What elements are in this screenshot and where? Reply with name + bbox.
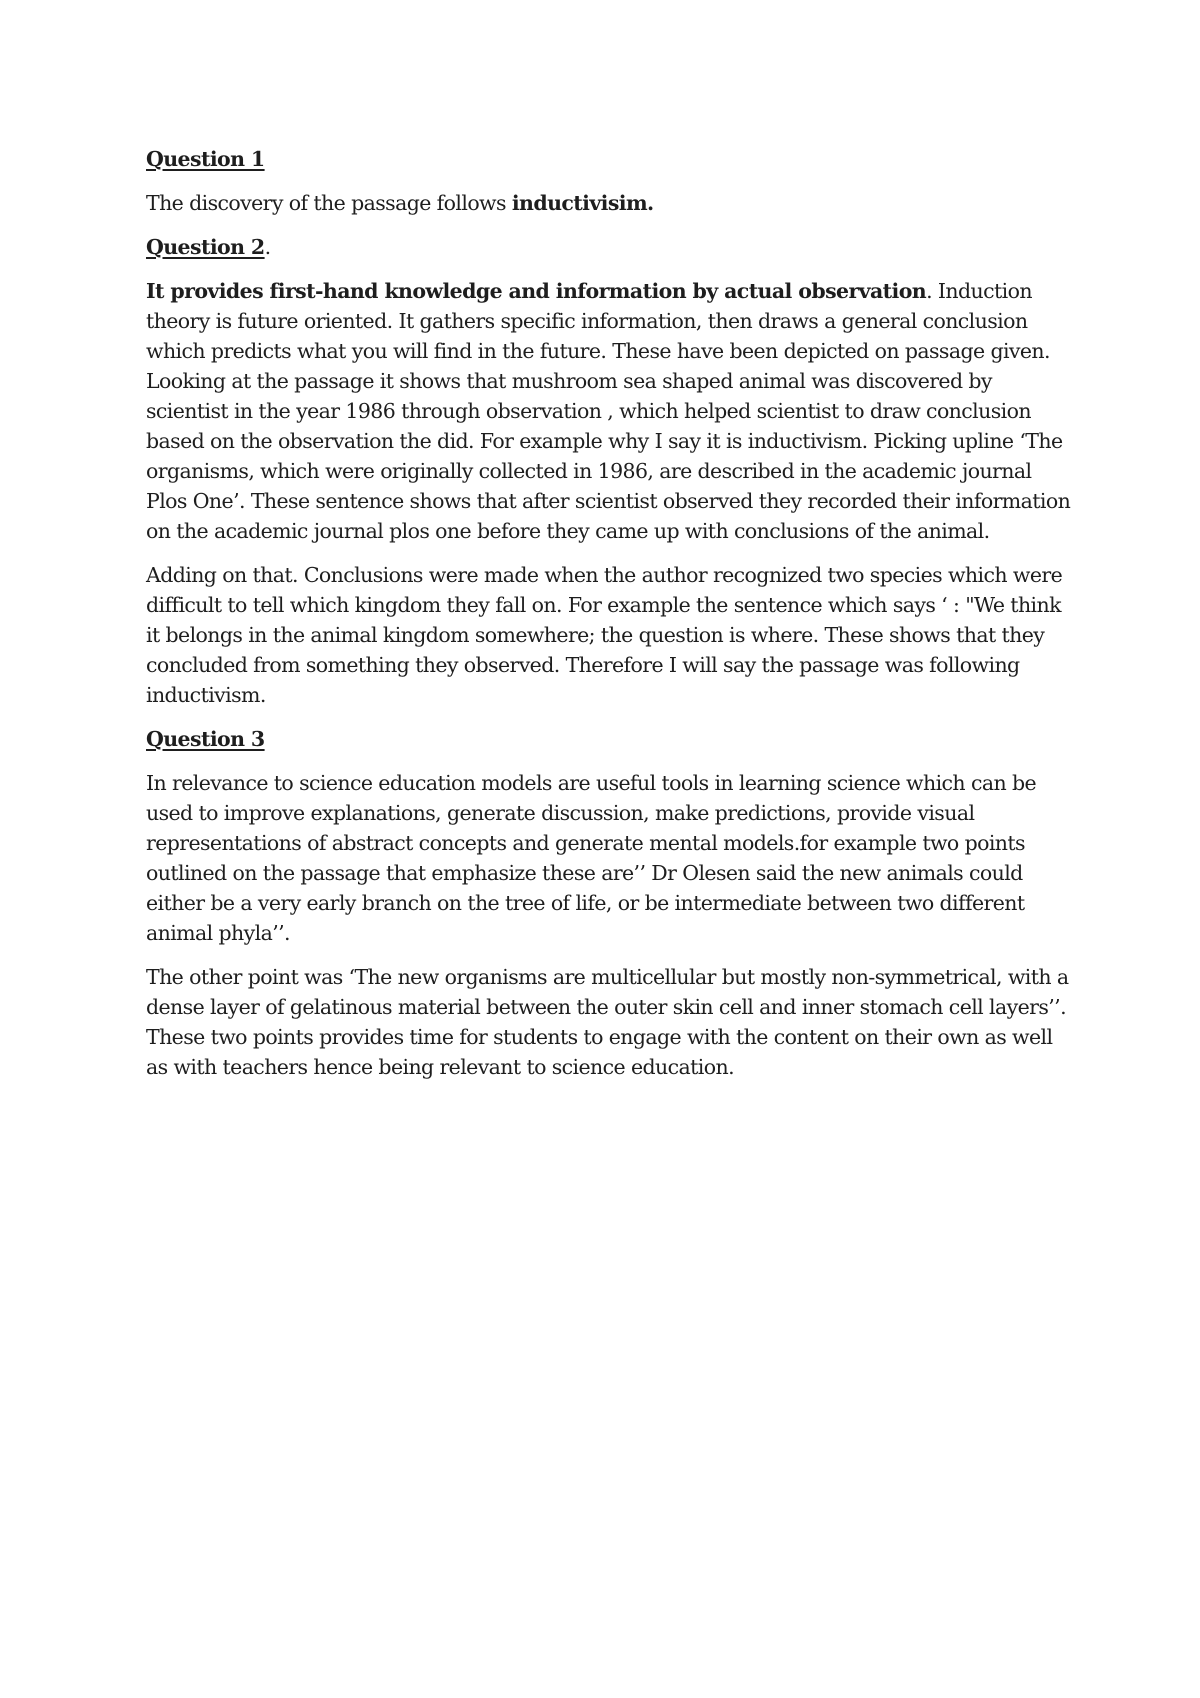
question-1-answer-keyword: inductivisim. [511,191,654,215]
question-2-heading-line [146,232,1076,262]
question-2-paragraph-2: Adding on that. Conclusions were made when the author recognized two species which were difficult to tell which kingdom they fall on. For example the sentence which says ‘ : "We think it belongs in the animal kingdom somewhere; the question is where. These shows that they concluded from something they observed. Therefore I will say the passage was following inductivism. [146,563,1063,707]
question-3-paragraph-1: In relevance to science education models are useful tools in learning science which can be used to improve explanations, generate discussion, make predictions, provide visual representations of abstract concepts and generate mental models.for example two points outlined on the passage that emphasize these are’’ Dr Olesen said the new animals could either be a very early branch on the tree of life, or be intermediate between two different animal phyla’’. [146,771,1037,945]
question-2-paragraph-1-lead: It provides first-hand knowledge and information by actual observation [146,279,927,303]
question-2-paragraph-1 [146,276,1076,546]
question-3-heading: Question 3 [146,727,265,751]
question-3-paragraph-2: The other point was ‘The new organisms are multicellular but mostly non-symmetrical, with a dense layer of gelatinous material between the outer skin cell and inner stomach cell layers’’. These two points provides time for students to engage with the content on their own as well as with teachers hence being relevant to science education. [146,965,1069,1079]
question-2-paragraph-1-text: . Induction theory is future oriented. It gathers specific information, then draws a general conclusion which predicts what you will find in the future. These have been depicted on passage given. Looking at the passage it shows that mushroom sea shaped animal was discovered by scientist in the year 1986 through observation , which helped scientist to draw conclusion based on the observation the did. For example why I say it is inductivism. Picking upline ‘The organisms, which were originally collected in 1986, are described in the academic journal Plos One’. These sentence shows that after scientist observed they recorded their information on the academic journal plos one before they came up with conclusions of the animal. [146,279,1071,543]
question-1-answer-text: The discovery of the passage follows [146,191,512,215]
question-1-answer [146,188,1076,218]
question-1-heading: Question 1 [146,147,265,171]
question-2-heading: Question 2 [146,235,265,259]
question-2-heading-suffix: . [264,235,271,259]
document-body [146,144,1076,1096]
